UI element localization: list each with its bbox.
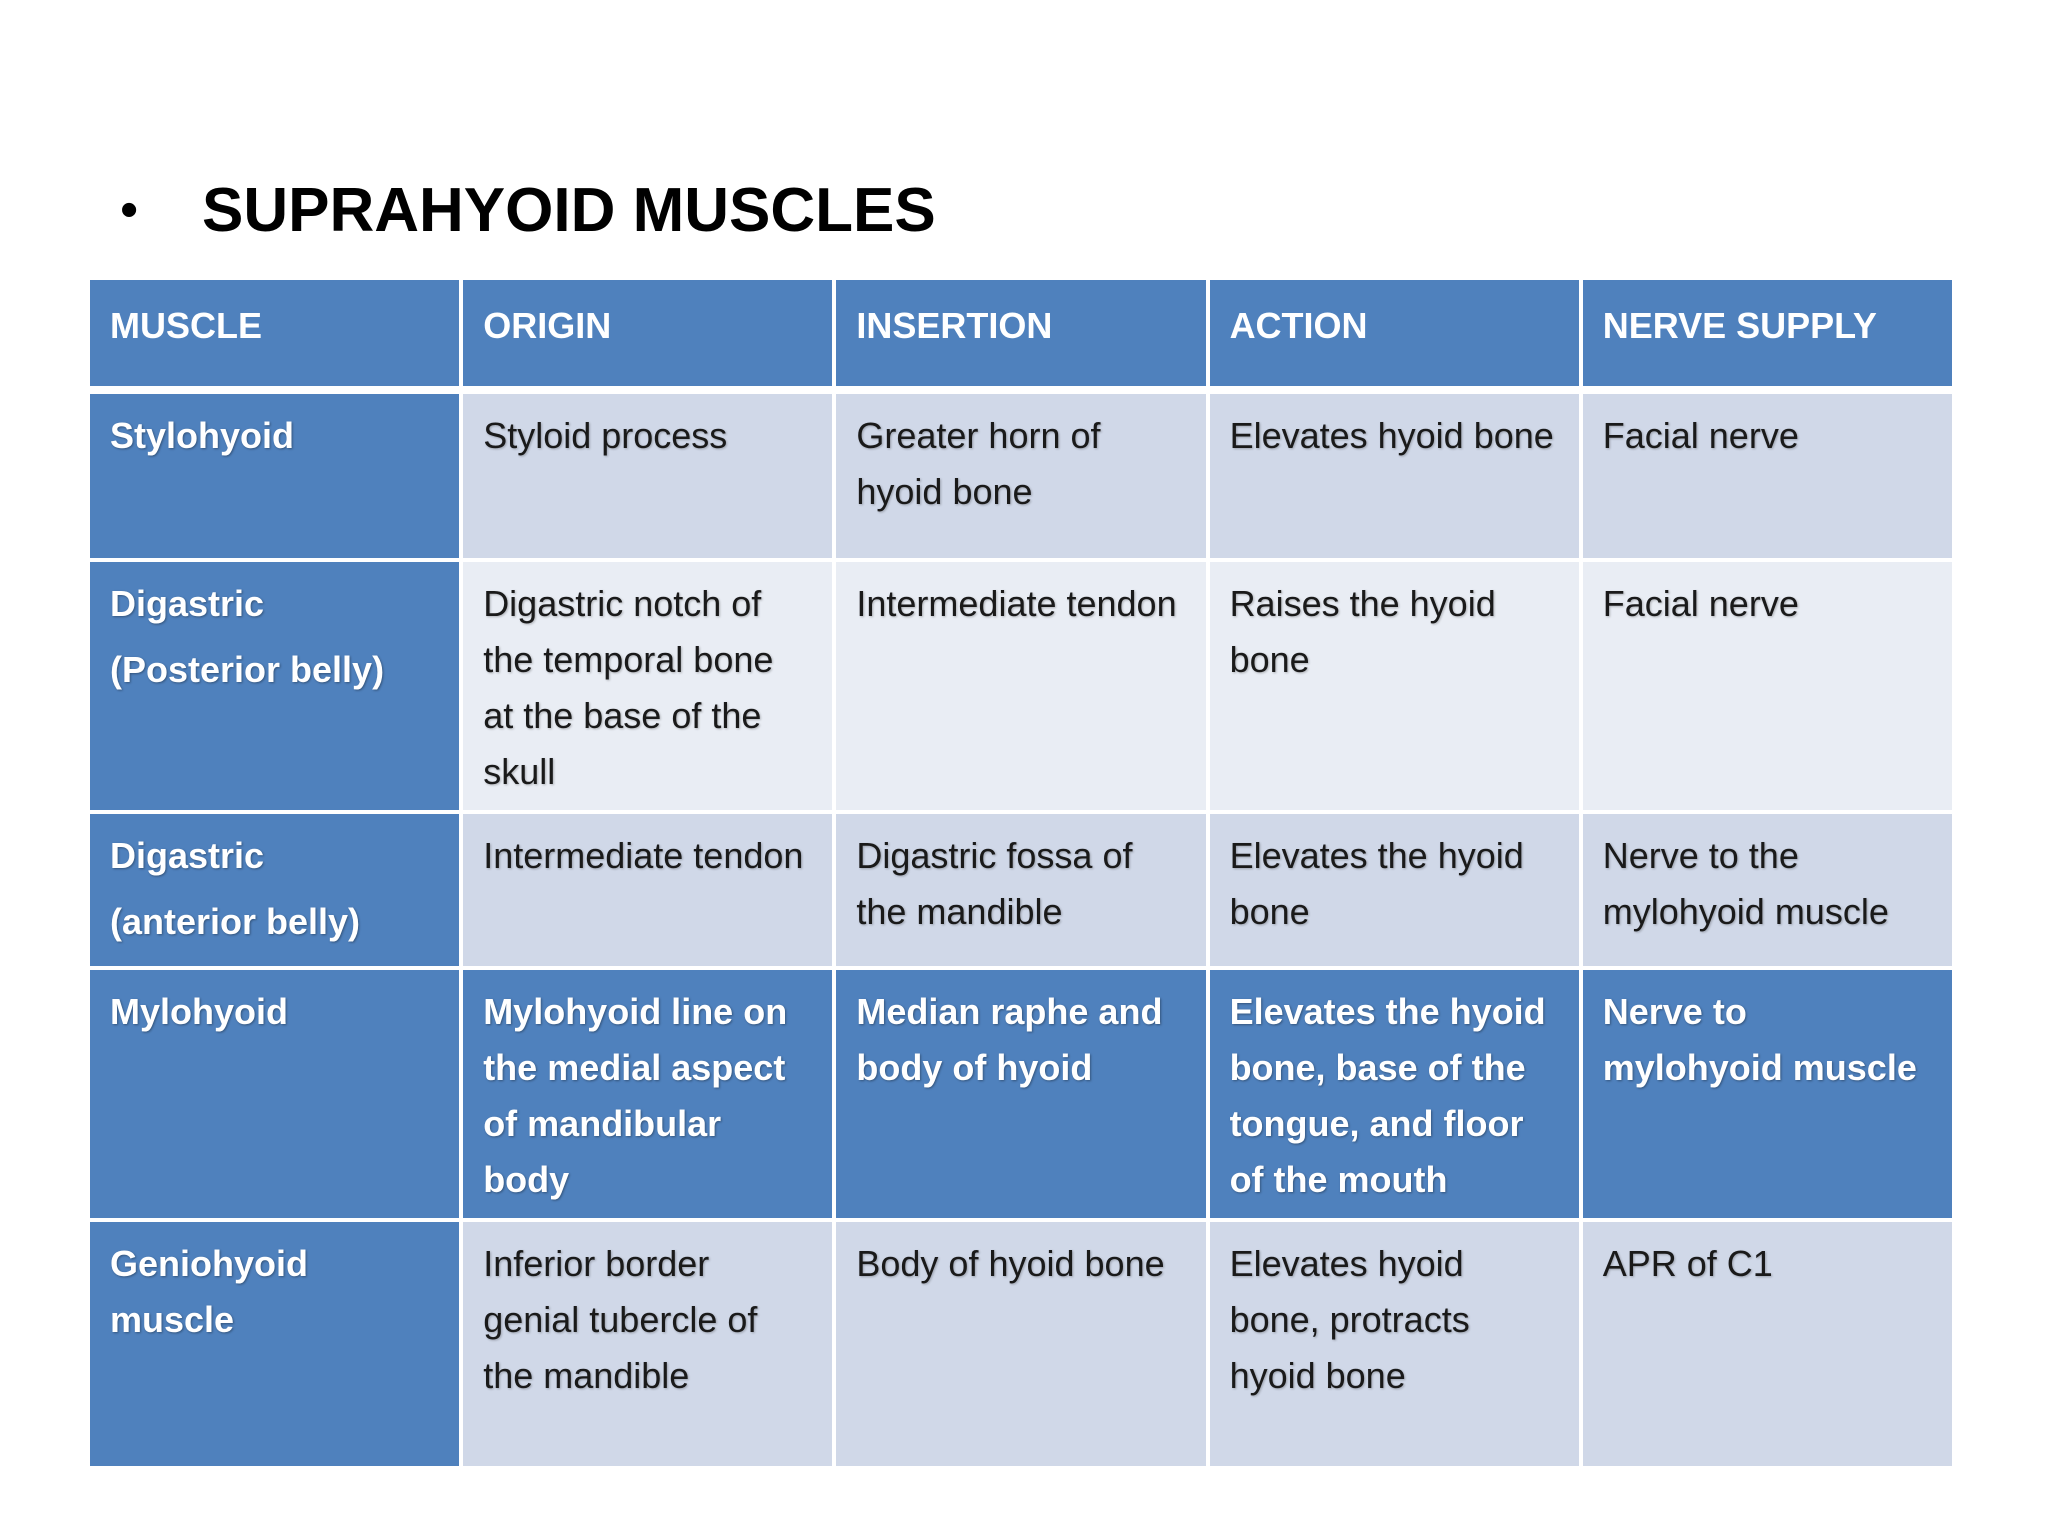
muscle-name: Geniohyoid muscle	[110, 1243, 308, 1340]
action-cell: Elevates hyoid bone, protracts hyoid bone	[1210, 1222, 1579, 1466]
table-row	[90, 814, 1952, 966]
table-row	[90, 1222, 1952, 1466]
header-origin: ORIGIN	[463, 280, 832, 390]
action-cell: Raises the hyoid bone	[1210, 562, 1579, 810]
action-cell: Elevates the hyoid bone, base of the tongue, and floor of the mouth	[1210, 970, 1579, 1218]
bullet-icon: •	[120, 181, 139, 239]
header-action: ACTION	[1210, 280, 1579, 390]
origin-cell: Inferior border genial tubercle of the mandible	[463, 1222, 832, 1466]
muscle-cell	[90, 562, 459, 810]
muscle-name: Stylohyoid	[110, 415, 295, 456]
muscle-cell	[90, 970, 459, 1218]
origin-cell: Digastric notch of the temporal bone at the base of the skull	[463, 562, 832, 810]
nerve-cell: APR of C1	[1583, 1222, 1952, 1466]
action-cell: Elevates the hyoid bone	[1210, 814, 1579, 966]
action-cell: Elevates hyoid bone	[1210, 394, 1579, 558]
table-row	[90, 970, 1952, 1218]
page-title: SUPRAHYOID MUSCLES	[202, 175, 936, 245]
table-header-row	[90, 280, 1952, 390]
muscle-subname: (Posterior belly)	[110, 649, 385, 690]
nerve-cell: Nerve to the mylohyoid muscle	[1583, 814, 1952, 966]
insertion-cell: Body of hyoid bone	[836, 1222, 1205, 1466]
insertion-cell: Median raphe and body of hyoid	[836, 970, 1205, 1218]
header-insertion: INSERTION	[836, 280, 1205, 390]
muscle-cell	[90, 814, 459, 966]
header-muscle: MUSCLE	[90, 280, 459, 390]
muscle-cell	[90, 1222, 459, 1466]
table-row	[90, 562, 1952, 810]
origin-cell: Intermediate tendon	[463, 814, 832, 966]
insertion-cell: Intermediate tendon	[836, 562, 1205, 810]
origin-cell: Styloid process	[463, 394, 832, 558]
insertion-cell: Greater horn of hyoid bone	[836, 394, 1205, 558]
origin-cell: Mylohyoid line on the medial aspect of mandibular body	[463, 970, 832, 1218]
header-nerve-supply: NERVE SUPPLY	[1583, 280, 1952, 390]
muscle-name: Mylohyoid	[110, 991, 288, 1032]
nerve-cell: Facial nerve	[1583, 394, 1952, 558]
nerve-cell: Nerve to mylohyoid muscle	[1583, 970, 1952, 1218]
slide-title	[120, 170, 936, 250]
insertion-cell: Digastric fossa of the mandible	[836, 814, 1205, 966]
muscle-subname: (anterior belly)	[110, 901, 361, 942]
table-row	[90, 394, 1952, 558]
suprahyoid-muscles-table	[86, 276, 1956, 1470]
muscle-name: Digastric	[110, 835, 265, 876]
nerve-cell: Facial nerve	[1583, 562, 1952, 810]
muscle-name: Digastric	[110, 583, 265, 624]
muscle-cell	[90, 394, 459, 558]
